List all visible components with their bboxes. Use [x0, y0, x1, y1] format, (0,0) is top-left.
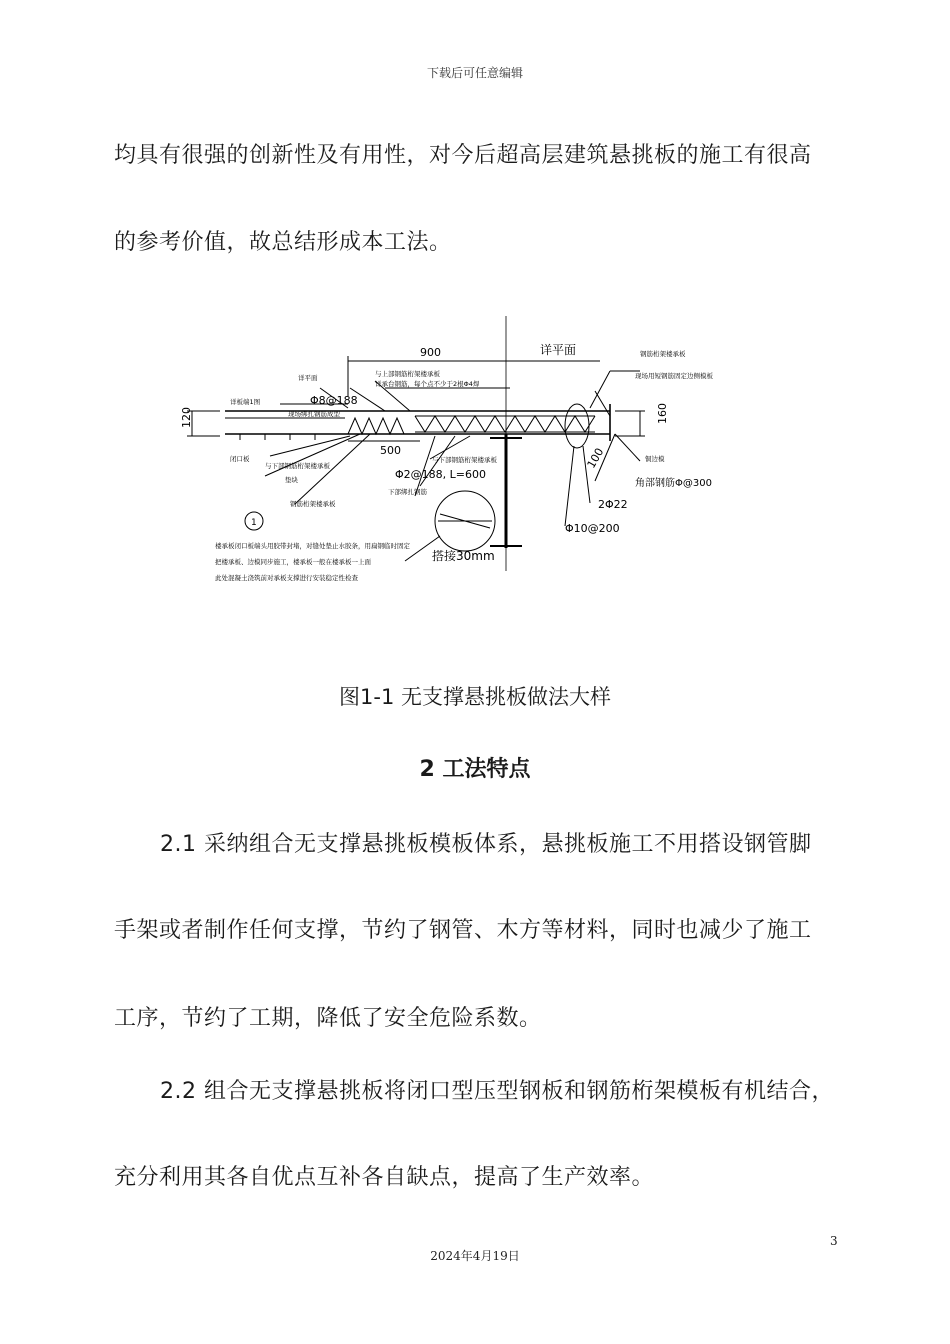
label-right-a: 钢筋桁架楼承板 — [640, 350, 686, 358]
paragraph-line: 手架或者制作任何支撑，节约了钢管、木方等材料，同时也减少了施工 — [114, 918, 812, 943]
paragraph-line: 均具有很强的创新性及有用性，对今后超高层建筑悬挑板的施工有很高 — [114, 143, 812, 168]
paragraph-line: 2.2 组合无支撑悬挑板将闭口型压型钢板和钢筋桁架模板有机结合， — [160, 1079, 834, 1104]
label-left-d: 与下部钢筋桁架楼承板 — [265, 462, 330, 470]
label-left-f: 钢筋桁架楼承板 — [290, 500, 336, 508]
label-top-c: 详承台钢筋，每个点不少于2根Φ4焊 — [375, 380, 480, 388]
footer-date: 2024年4月19日 — [430, 1249, 520, 1263]
page-number: 3 — [830, 1234, 838, 1248]
label-left-c: 闭口板 — [230, 455, 250, 463]
label-mid-a: 与下部钢筋桁架楼承板 — [432, 456, 497, 464]
label-right-c: 铜边模 — [645, 455, 665, 463]
label-top-a: 详平面 — [298, 374, 318, 382]
rebar-label-4: Φ10@200 — [565, 522, 620, 535]
page-header: 下载后可任意编辑 — [426, 66, 523, 80]
rebar-label-3: 2Φ22 — [598, 498, 628, 511]
label-right-b: 现场用短钢筋固定边侧模板 — [635, 372, 713, 380]
detail-circle-number: 1 — [251, 518, 257, 528]
dim-900: 900 — [420, 346, 441, 359]
section-title: 2 工法特点 — [419, 757, 531, 782]
label-left-a: 详板端1图 — [230, 398, 261, 406]
rebar-label-1: Φ8@188 — [310, 394, 358, 407]
note-line: 此处混凝土浇筑前对承板支撑进行安装稳定性检查 — [215, 574, 358, 582]
paragraph-line: 2.1 采纳组合无支撑悬挑板模板体系，悬挑板施工不用搭设钢管脚 — [160, 832, 812, 857]
rebar-label-2: Φ2@188, L=600 — [395, 468, 486, 481]
label-left-b: 现场绑扎钢筋成型 — [288, 410, 340, 418]
dim-plan: 详平面 — [540, 343, 577, 357]
dim-500: 500 — [380, 444, 401, 457]
note-line: 把楼承板、边模同步施工，楼承板一般在楼承板一上面 — [215, 558, 371, 566]
label-mid-b: 下部绑扎钢筋 — [388, 488, 427, 496]
note-line: 楼承板闭口板端头用胶带封堵，对缝处垫止水胶条，用扁钢临时固定 — [215, 542, 410, 550]
dim-120: 120 — [180, 407, 193, 428]
dim-160: 160 — [656, 403, 669, 424]
rebar-label-5: 角部钢筋Φ@300 — [635, 478, 712, 489]
figure-caption: 图1-1 无支撑悬挑板做法大样 — [339, 685, 611, 709]
paragraph-line: 充分利用其各自优点互补各自缺点，提高了生产效率。 — [114, 1165, 655, 1190]
lap-label: 搭接30mm — [432, 549, 495, 563]
paragraph-line: 工序，节约了工期，降低了安全危险系数。 — [114, 1006, 542, 1031]
label-left-e: 垫块 — [285, 476, 298, 484]
label-top-b: 与上部钢筋桁架楼承板 — [375, 370, 440, 378]
paragraph-line: 的参考价值，故总结形成本工法。 — [114, 230, 452, 255]
dim-100: 100 — [584, 445, 607, 471]
cantilever-slab-detail-drawing — [170, 316, 730, 596]
